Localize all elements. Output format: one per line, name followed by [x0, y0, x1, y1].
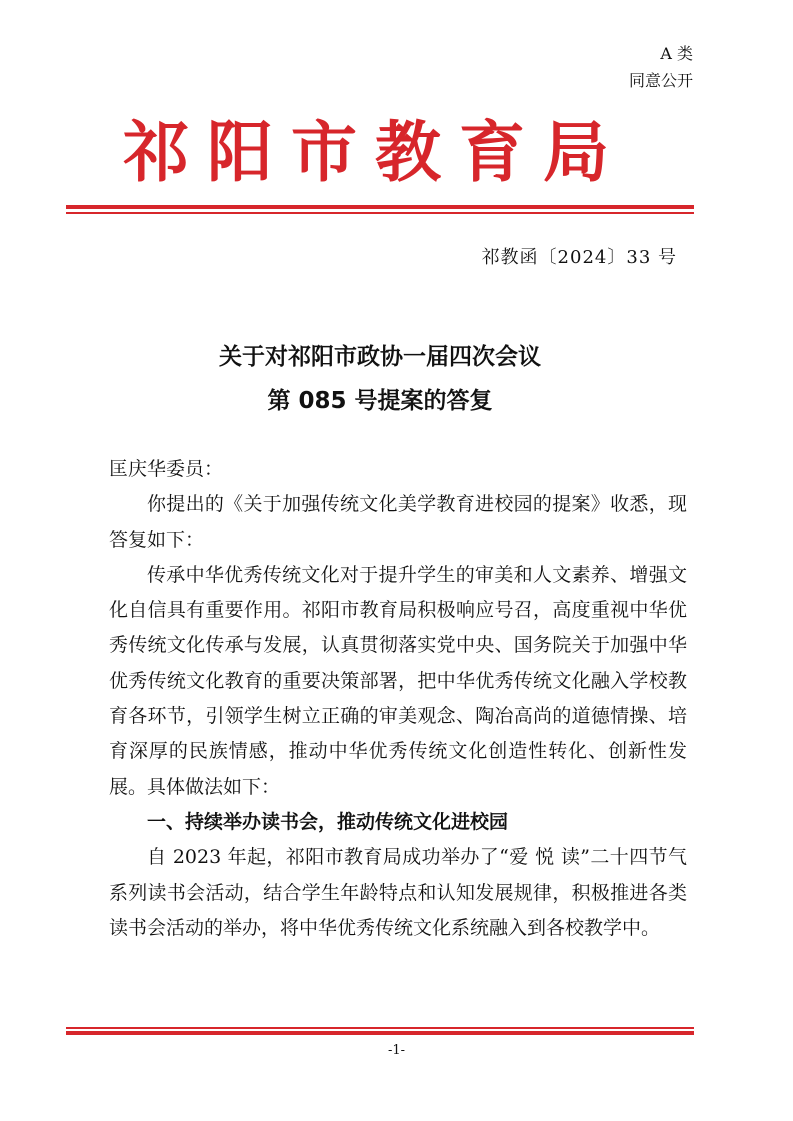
title-line-2: 第 085 号提案的答复 [267, 388, 493, 414]
masthead-rule-thick [66, 205, 694, 209]
section-heading-1: 一、持续举办读书会，推动传统文化进校园 [147, 810, 509, 833]
paragraph-3: 自 2023 年起，祁阳市教育局成功举办了“爱 悦 读”二十四节气系列读书会活动，结合学生年龄特点和认知发展规律，积极推进各类读书会活动的举办，将中华优秀传统文化系统融入到各校教学中。 [109, 846, 687, 939]
salutation: 匡庆华委员： [109, 458, 224, 480]
classification-block [629, 40, 693, 94]
masthead-rule-thin [66, 212, 694, 214]
masthead-title: 祁阳市教育局 [123, 113, 627, 191]
document-body [109, 452, 687, 946]
footer-rule-thick [66, 1031, 694, 1035]
document-number: 祁教函〔2024〕33 号 [481, 247, 677, 268]
footer-rule-thin [66, 1027, 694, 1029]
paragraph-1: 你提出的《关于加强传统文化美学教育进校园的提案》收悉，现答复如下： [109, 493, 687, 551]
title-line-1: 关于对祁阳市政协一届四次会议 [219, 344, 541, 370]
page-number: -1- [387, 1043, 406, 1058]
classification-level: A 类 [660, 44, 693, 63]
disclosure-status: 同意公开 [628, 71, 693, 90]
document-title [66, 335, 694, 423]
paragraph-2: 传承中华优秀传统文化对于提升学生的审美和人文素养、增强文化自信具有重要作用。祁阳市教育局积极响应号召，高度重视中华优秀传统文化传承与发展，认真贯彻落实党中央、国务院关于加强中华优秀传统文化教育的重要决策部署，把中华优秀传统文化融入学校教育各环节，引领学生树立正确的审美观念、陶冶高尚的道德情操、培育深厚的民族情感，推动中华优秀传统文化创造性转化、创新性发展。具体做法如下： [109, 563, 687, 798]
